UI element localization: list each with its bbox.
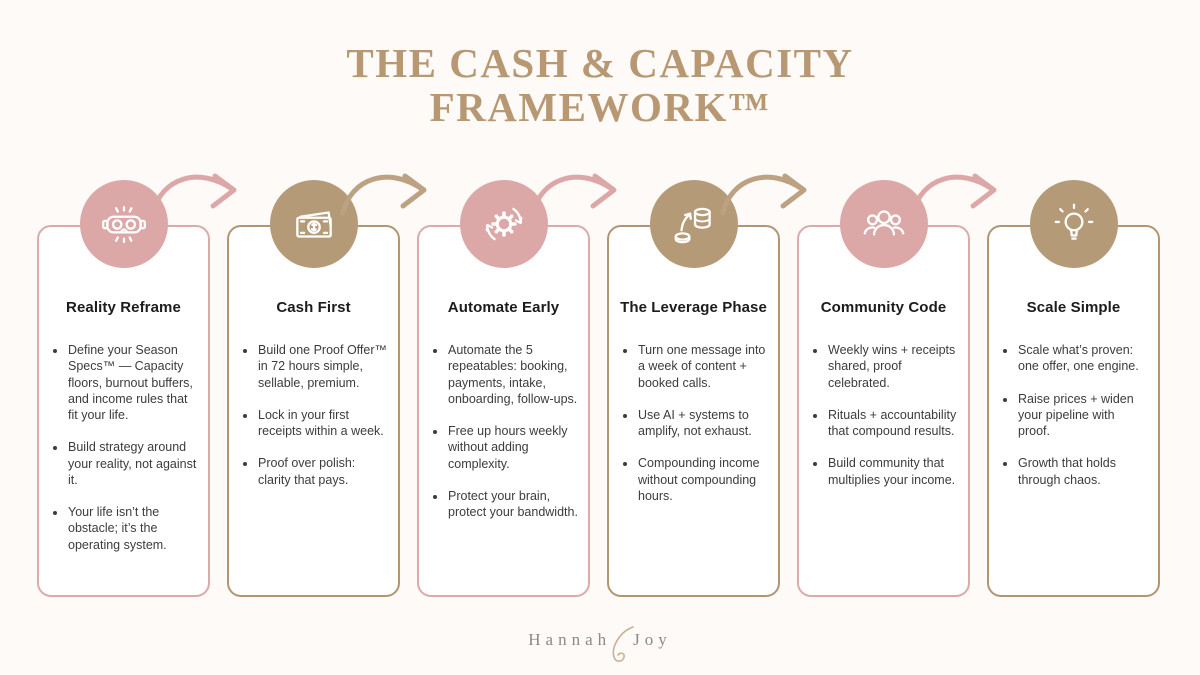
bullet-item: • Raise prices + widen your pipeline with proof.: [1017, 391, 1148, 440]
brand-name-second: Joy: [633, 629, 672, 649]
card-automate-early: [417, 225, 590, 597]
bullet-item: • Automate the 5 repeatables: booking, payments, intake, onboarding, follow-ups.: [447, 342, 578, 407]
card-community-code: [797, 225, 970, 597]
bullet-item: • Build one Proof Offer™ in 72 hours simple, sellable, premium.: [257, 342, 388, 391]
title-line-2: FRAMEWORK™: [429, 83, 771, 130]
bullet-item: • Compounding income without compounding hours.: [637, 455, 768, 504]
bullet-item: • Protect your brain, protect your bandwidth.: [447, 488, 578, 521]
bullet-item: • Build strategy around your reality, not against it.: [67, 439, 198, 488]
flow-arrow-icon: [717, 166, 812, 218]
bullet-item: • Free up hours weekly without adding complexity.: [447, 423, 578, 472]
flow-arrow-icon: [907, 166, 1002, 218]
card-scale-simple: [987, 225, 1160, 597]
bullet-list: [799, 342, 958, 488]
flow-arrow-icon: [147, 166, 242, 218]
bullet-list: [229, 342, 388, 488]
card-leverage-phase: [607, 225, 780, 597]
bullet-item: • Lock in your first receipts within a week.: [257, 407, 388, 440]
bullet-item: • Use AI + systems to amplify, not exhaust.: [637, 407, 768, 440]
bullet-item: • Weekly wins + receipts shared, proof celebrated.: [827, 342, 958, 391]
card-title: Cash First: [276, 299, 351, 316]
bullet-list: [989, 342, 1148, 488]
card-title: Automate Early: [447, 299, 560, 316]
title-line-1: THE CASH & CAPACITY: [346, 40, 854, 86]
flow-arrow-icon: [527, 166, 622, 218]
bullet-list: [419, 342, 578, 520]
page-title: [0, 42, 1200, 130]
bullet-item: • Proof over polish: clarity that pays.: [257, 455, 388, 488]
brand-logo: [0, 616, 1200, 663]
bullet-item: • Rituals + accountability that compound results.: [827, 407, 958, 440]
bullet-list: [39, 342, 198, 553]
bullet-item: • Build community that multiplies your income.: [827, 455, 958, 488]
card-title: Community Code: [820, 299, 947, 316]
card-title: Reality Reframe: [66, 299, 181, 316]
bullet-item: • Turn one message into a week of content + booked calls.: [637, 342, 768, 391]
card-cash-first: [227, 225, 400, 597]
card-reality-reframe: [37, 225, 210, 597]
bullet-list: [609, 342, 768, 504]
brand-name-first: Hannah: [528, 629, 612, 649]
bullet-item: • Growth that holds through chaos.: [1017, 455, 1148, 488]
card-title: Scale Simple: [1026, 299, 1121, 316]
flow-arrow-icon: [337, 166, 432, 218]
bullet-item: • Scale what’s proven: one offer, one engine.: [1017, 342, 1148, 375]
bullet-item: • Define your Season Specs™ — Capacity floors, burnout buffers, and income rules that fit your life.: [67, 342, 198, 423]
lightbulb-icon: [1030, 180, 1118, 268]
card-title: The Leverage Phase: [620, 299, 767, 316]
script-flourish-icon: [607, 624, 637, 671]
bullet-item: • Your life isn’t the obstacle; it’s the operating system.: [67, 504, 198, 553]
